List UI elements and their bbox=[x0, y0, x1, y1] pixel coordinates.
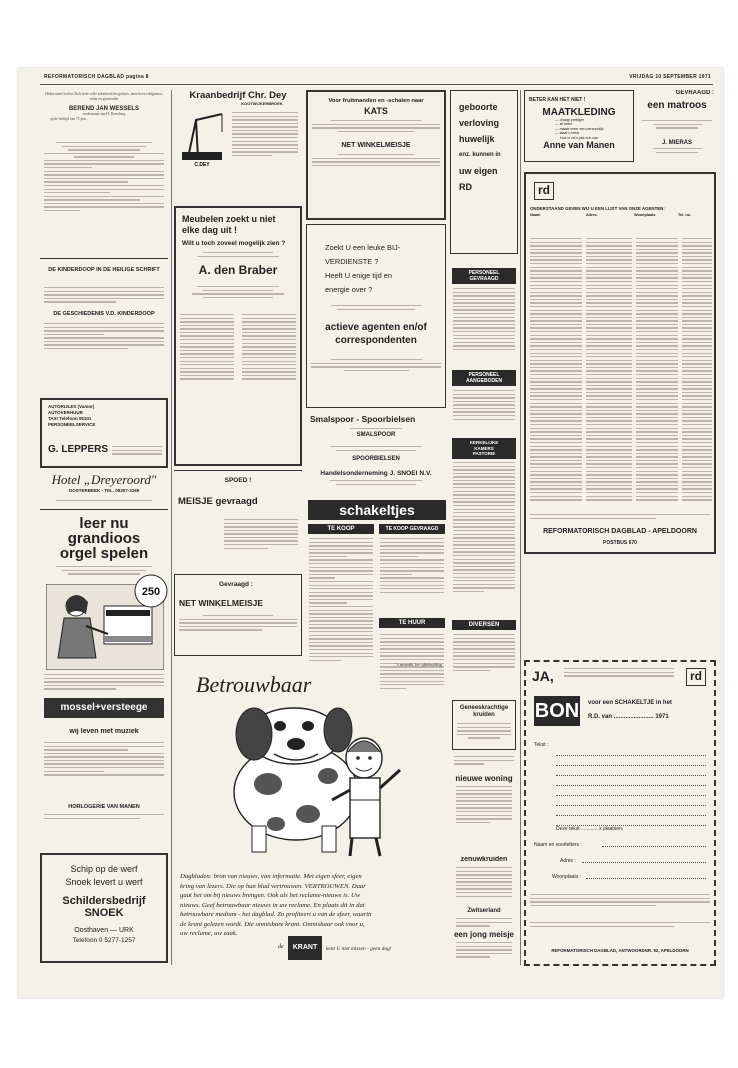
meisje-ad bbox=[174, 470, 302, 570]
bon-footer: REFORMATORISCH DAGBLAD, ANTWOORDNR. 92, APELDOORN bbox=[551, 948, 689, 953]
service-item-1: AUTORIJLES (Vamor) bbox=[48, 404, 95, 409]
meubel-ad bbox=[174, 206, 302, 466]
agenten-header bbox=[526, 213, 714, 217]
tekst-field[interactable] bbox=[556, 746, 706, 826]
meisje-title: MEISJE gevraagd bbox=[178, 496, 258, 507]
kruiden-ad bbox=[452, 700, 516, 750]
regels-label: Deze tekst ............ x plaatsen. bbox=[556, 826, 624, 832]
zoekt-line-2: VERDIENSTE ? bbox=[325, 257, 379, 266]
mieras: J. MIERAS bbox=[661, 140, 692, 146]
jong-meisje: een jong meisje bbox=[453, 930, 515, 939]
schilder-phone: Telefoon 0 5277-1257 bbox=[72, 937, 136, 944]
page-header-left: REFORMATORISCH DAGBLAD pagina 8 bbox=[44, 74, 149, 80]
kraan-place: KOOTWIJKERBROEK bbox=[241, 101, 283, 106]
spoed-label: SPOED ! bbox=[224, 477, 252, 484]
te-koop-gevraagd-header: TE KOOP GEVRAAGD bbox=[379, 524, 445, 534]
tagline-7: uw reclame, uw zaak. bbox=[180, 930, 238, 937]
crane-logo bbox=[178, 108, 226, 168]
obituary-text bbox=[44, 142, 164, 214]
personeel-gevraagd-1: PERSONEEL bbox=[468, 270, 500, 276]
te-huur-header: TE HUUR bbox=[379, 618, 445, 628]
crane-logo-text: C.DEY bbox=[194, 162, 210, 168]
te-koop-gevraagd-column bbox=[379, 524, 445, 626]
geboorte-line-5: uw eigen bbox=[459, 166, 498, 176]
badge-250 bbox=[134, 574, 168, 608]
tagline-6: de krant gelezen wordt. Die onmisbare krant. Onmisbaar ook voor u, bbox=[180, 920, 365, 928]
geboorte-line-4: enz. kunnen in bbox=[459, 152, 501, 158]
maat-sub-3: — maakt meer een persoonlijk bbox=[555, 126, 604, 131]
schakeltjes-banner: schakeltjes bbox=[308, 500, 446, 520]
matroos-title: een matroos bbox=[647, 100, 707, 111]
hotel-ad bbox=[40, 470, 168, 510]
tagline-3: gaat het om bij nieuws brengen. Ook als het reclame-nieuws is. Uw bbox=[180, 892, 361, 899]
agenten-list bbox=[524, 172, 716, 554]
tagline-1: Dagbladen: bron van nieuws, van informatie. Met eigen sfeer, eigen bbox=[180, 873, 362, 880]
krant-tagline bbox=[180, 872, 442, 939]
orgel-line-2: grandioos bbox=[67, 530, 141, 547]
krant-slogan: kent U niet missen - geen dag! bbox=[326, 946, 392, 952]
smalspoor-bot: SPOORBIELSEN bbox=[352, 456, 400, 462]
winkel-title: NET WINKELMEISJE bbox=[179, 598, 264, 608]
manen-pre: Hoe is zo'n pak ook van bbox=[559, 136, 599, 141]
schilder-address: Oosthaven — URK bbox=[74, 927, 134, 934]
maatkleding-ad bbox=[524, 90, 634, 162]
rd-logo: rd bbox=[534, 182, 554, 200]
agenten-rows bbox=[530, 238, 712, 506]
col-woonplaats: Woonplaats bbox=[634, 213, 656, 217]
geneeskrachtige: Geneeskrachtige kruiden bbox=[459, 705, 509, 718]
service-item-2: AUTOVERHUUR bbox=[48, 410, 83, 415]
schip-line-2: Snoek levert u werf bbox=[65, 877, 143, 887]
service-item-3: TAXI Telefoon 05101 bbox=[48, 416, 92, 421]
orgel-line-1: leer nu bbox=[79, 515, 129, 532]
manen-name: Anne van Manen bbox=[543, 140, 615, 151]
kerk-line-3: PASTORIE bbox=[472, 451, 496, 456]
maat-sub-1: — draagt prettiger bbox=[555, 118, 584, 122]
personeel-aangeboden bbox=[452, 370, 516, 386]
zoekt-line-1: Zoekt U een leuke BIJ- bbox=[325, 243, 401, 252]
zoekt-line-4: energie over ? bbox=[325, 285, 373, 294]
header-rule bbox=[40, 84, 713, 85]
agenten-title: ONDERSTAAND GEVEN WIJ U EEN LIJST VAN ONZE AGENTEN: bbox=[530, 206, 665, 211]
geboorte-line-2: verloving bbox=[459, 118, 500, 128]
fruit-title: Voor fruitmanden en -schalen naar bbox=[328, 98, 424, 104]
leppers-name: G. LEPPERS bbox=[48, 444, 109, 455]
hotel-address: OOSTERBEEK · TEL. 08307-3169 bbox=[68, 488, 140, 493]
horlogerie: HORLOGERIE VAN MANEN bbox=[68, 804, 140, 810]
obituary-intro: Heden nam God tot Zich in de volle zekerheid des geloofs, onze lieve echtgenoot, vader en grootvader bbox=[45, 92, 163, 101]
schip-line-1: Schip op de werf bbox=[70, 864, 138, 874]
familieberichten-ad bbox=[450, 90, 518, 254]
maat-sub-4: — staat u beter bbox=[555, 130, 580, 135]
avonds-note: 's avonds, ter afwisseling bbox=[395, 662, 442, 667]
matroos-gevraagd: GEVRAAGD : bbox=[675, 90, 714, 96]
geboorte-line-1: geboorte bbox=[459, 102, 498, 112]
nieuwe-woning: nieuwe woning bbox=[455, 774, 513, 783]
jong-meisje-ad bbox=[452, 918, 516, 966]
smalspoor-ad bbox=[306, 412, 446, 498]
col-adres: Adres bbox=[586, 213, 597, 217]
meubel-head: Meubelen zoekt u niet elke dag uit ! bbox=[182, 214, 276, 235]
woonplaats-field[interactable] bbox=[586, 878, 706, 879]
geboorte-line-3: huwelijk bbox=[459, 134, 495, 144]
fruit-ad bbox=[306, 90, 446, 220]
bon-label: BON bbox=[534, 696, 580, 726]
betrouwbaar-title: Betrouwbaar bbox=[196, 672, 312, 697]
orgel-ad bbox=[40, 514, 168, 724]
maat-sub-2: — zit beter bbox=[555, 122, 573, 127]
zwitserland: Zwitserland bbox=[467, 908, 501, 914]
tagline-4: nieuws. Geef betrouwbaar nieuws in uw reclame. En plaats dit in dat bbox=[180, 901, 365, 909]
kerk-line-2: KAMERS bbox=[474, 445, 494, 451]
agent-line-1: actieve agenten en/of bbox=[325, 322, 427, 333]
diversen-section bbox=[452, 620, 516, 630]
kraan-title: Kraanbedrijf Chr. Dey bbox=[189, 90, 287, 101]
tagline-2: kring van lezers. Die op hun blad vertrouwen. VERTROUWEN. Daar bbox=[180, 882, 366, 890]
smalspoor-mid: SMALSPOOR bbox=[356, 432, 396, 438]
bon-rd-logo: rd bbox=[686, 668, 706, 686]
bon-rd-nr[interactable]: R.D. van ........................ 1971 bbox=[588, 714, 669, 720]
geschiedenis-title: DE GESCHIEDENIS V.D. KINDERDOOP bbox=[53, 311, 155, 317]
kerk-line-1: KERKELIJKE bbox=[469, 440, 499, 445]
adres-field[interactable] bbox=[582, 862, 706, 863]
postbus: POSTBUS 670 bbox=[603, 540, 637, 546]
bon-coupon bbox=[524, 660, 716, 966]
column-rule-1 bbox=[171, 90, 172, 965]
obituary-sub: weduwnaar van H. Dreesberg bbox=[82, 112, 126, 117]
adres-label: Adres : bbox=[560, 858, 576, 864]
woning-ad bbox=[452, 774, 516, 854]
hotel-name: Hotel „Dreyeroord" bbox=[51, 472, 157, 487]
meubel-name: A. den Braber bbox=[198, 263, 278, 277]
zoekt-line-3: Heeft U enige tijd en bbox=[325, 271, 392, 280]
geboorte-line-6: RD bbox=[459, 182, 472, 192]
personeel-gevraagd-2: GEVRAAGD bbox=[469, 276, 499, 282]
kerkelijke-section bbox=[452, 438, 516, 459]
tagline-5: betrouwbare medium - het dagblad. Zo profiteert u van de sfeer, waarin bbox=[180, 911, 372, 918]
handel-name: Handelsonderneming J. SNOEI N.V. bbox=[320, 470, 432, 477]
dog-boy-illustration bbox=[204, 700, 424, 860]
personeel-gevraagd bbox=[452, 268, 516, 284]
krant-logo: KRANT bbox=[288, 936, 322, 960]
obituary-age: op de leeftijd van 75 jaar. bbox=[50, 116, 87, 121]
bon-text: voor een SCHAKELTJE in het bbox=[588, 700, 672, 706]
kinderdoop-title: DE KINDERDOOP IN DE HEILIGE SCHRIFT bbox=[48, 267, 160, 273]
de-label: de bbox=[278, 944, 284, 950]
col-naam: Naam bbox=[530, 213, 541, 217]
service-item-4: PERSONEELSERVICE bbox=[48, 422, 96, 427]
col-telnr: Tel. no. bbox=[678, 213, 692, 217]
naam-field[interactable] bbox=[602, 846, 706, 847]
agent-line-2: correspondenten bbox=[335, 335, 417, 346]
agenten-footer: REFORMATORISCH DAGBLAD - APELDOORN bbox=[543, 528, 697, 535]
kinderdoop-section bbox=[40, 258, 168, 378]
te-koop-header: TE KOOP bbox=[308, 524, 374, 534]
naam-label: Naam en voorletters : bbox=[534, 842, 582, 848]
obituary bbox=[40, 90, 168, 255]
zenuw-ad bbox=[452, 856, 516, 916]
zenuwkruiden: zenuwkruiden bbox=[460, 856, 508, 863]
bijverdienste-ad bbox=[306, 224, 446, 408]
bon-ja: JA, bbox=[532, 668, 554, 684]
personeel-aangeboden-2: AANGEBODEN bbox=[465, 378, 503, 384]
fruit-name: KATS bbox=[364, 106, 388, 116]
gevraagd-label: Gevraagd : bbox=[219, 581, 253, 588]
matroos-ad bbox=[638, 90, 716, 162]
meubel-sub: Wilt u toch zoveel mogelijk zien ? bbox=[182, 240, 286, 247]
tekst-label: Tekst : bbox=[534, 742, 549, 748]
fruit-sub: NET WINKELMEISJE bbox=[341, 142, 411, 149]
newspaper-page bbox=[18, 68, 723, 998]
orgel-badge: 250 bbox=[141, 586, 161, 598]
diversen-header: DIVERSEN bbox=[452, 620, 516, 630]
page-header-right: VRIJDAG 10 SEPTEMBER 1971 bbox=[629, 74, 711, 80]
mossel-ad bbox=[40, 728, 168, 838]
personeel-aangeboden-1: PERSONEEL bbox=[468, 372, 500, 378]
kraan-ad bbox=[174, 90, 302, 202]
schilder-name: Schildersbedrijf SNOEK bbox=[62, 895, 146, 919]
leppers-ad bbox=[40, 398, 168, 468]
beter-label: BETER KAN HET NIET ! bbox=[529, 97, 586, 103]
snoek-ad bbox=[40, 853, 168, 963]
maatkleding-title: MAATKLEDING bbox=[542, 107, 616, 118]
column-rule-4 bbox=[520, 90, 521, 965]
obituary-name: BEREND JAN WESSELS bbox=[68, 106, 139, 113]
te-koop-column bbox=[308, 524, 374, 534]
winkel-ad bbox=[174, 574, 302, 656]
orgel-line-3: orgel spelen bbox=[59, 545, 149, 562]
mossel-logo: mossel+versteege bbox=[44, 698, 164, 718]
krant-ad bbox=[174, 660, 446, 966]
mossel-sub: wij leven met muziek bbox=[69, 728, 139, 735]
smalspoor-title: Smalspoor - Spoorbielsen bbox=[310, 414, 416, 424]
woonplaats-label: Woonplaats : bbox=[552, 874, 582, 880]
